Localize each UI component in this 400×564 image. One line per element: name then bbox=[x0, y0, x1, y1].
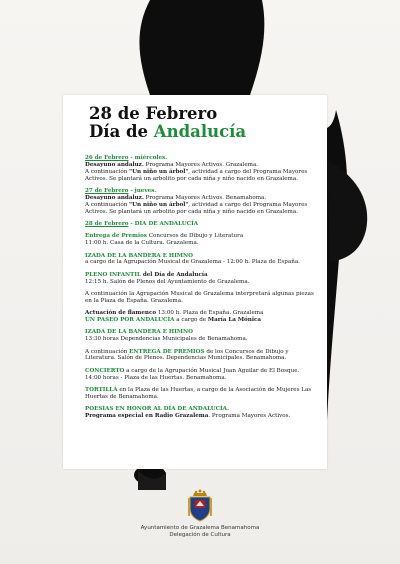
event-concierto: CONCIERTO a cargo de la Agrupación Musical Juan Aguilar de El Bosque. 14:00 horas - Plaza de las Huertas. Benamahoma. bbox=[85, 367, 300, 381]
event-izada-grazalema: IZADA DE LA BANDERA E HIMNO a cargo de la Agrupación Musical de Grazalema - 12:00 h. Plaza de España. bbox=[85, 252, 300, 266]
event-tortilla: TORTILLÁ en la Plaza de las Huertas, a cargo de la Asociación de Mujeres Las Huertas de Benamahoma. bbox=[85, 386, 312, 400]
footer bbox=[0, 488, 400, 539]
event-izada-benamahoma: IZADA DE LA BANDERA E HIMNO 13:30 horas Dependencias Municipales de Benamahoma. bbox=[85, 329, 248, 343]
title-date: 28 de Febrero bbox=[89, 104, 218, 123]
event-list bbox=[85, 155, 315, 420]
event-poesias: POESÍAS EN HONOR AL DÍA DE ANDALUCÍA. Programa especial en Radio Grazalema. Programa Mayores Activos. bbox=[85, 406, 291, 420]
event-agrupacion: A continuación la Agrupación Musical de Grazalema interpretará algunas piezas en la Plaza de España. Grazalema. bbox=[85, 290, 314, 304]
footer-delegacion: Delegación de Cultura bbox=[169, 532, 231, 538]
coat-of-arms-icon bbox=[187, 488, 213, 522]
event-pleno-infantil: PLENO INFANTIL del Día de Andalucía 12:15 h. Salón de Plenos del Ayuntamiento de Grazalema. bbox=[85, 271, 250, 285]
page-title bbox=[89, 105, 315, 141]
title-highlight: Andalucía bbox=[153, 122, 247, 141]
program-card bbox=[63, 95, 327, 469]
title-day: Día de Andalucía bbox=[89, 122, 247, 141]
event-entrega-premios: Entrega de Premios Concursos de Dibujo y Literatura 11:00 h. Casa de la Cultura. Grazalema. bbox=[85, 233, 244, 247]
event-premios-benamahoma: A continuación ENTREGA DE PREMIOS de los Concursos de Dibujo y Literatura. Salón de Plenos. Dependencias Municipales. Benamahoma. bbox=[85, 348, 289, 362]
event-27-feb: 27 de Febrero - jueves. Desayuno andaluz. Programa Mayores Activos. Benamahoma. A continuación "Un niño un árbol", actividad a cargo del Programa Mayores Activos. Se plantará un arbolito por cada niña y niño nacido en Grazalema. bbox=[85, 188, 308, 215]
event-flamenco: Actuación de flamenco 13:00 h. Plaza de España. Grazalema UN PASEO POR ANDALUCÍA a cargo de María La Mónica bbox=[85, 310, 264, 324]
event-26-feb: 26 de Febrero - miércoles. Desayuno andaluz. Programa Mayores Activos. Grazalema. A continuación "Un niño un árbol", actividad a cargo del Programa Mayores Activos. Se plantará un arbolito por cada niña y niño nacido en Grazalema. bbox=[85, 155, 308, 182]
event-28-feb-header: 28 de Febrero - DÍA DE ANDALUCÍA bbox=[85, 221, 199, 228]
footer-ayuntamiento: Ayuntamiento de Grazalema Benamahoma bbox=[140, 525, 260, 531]
